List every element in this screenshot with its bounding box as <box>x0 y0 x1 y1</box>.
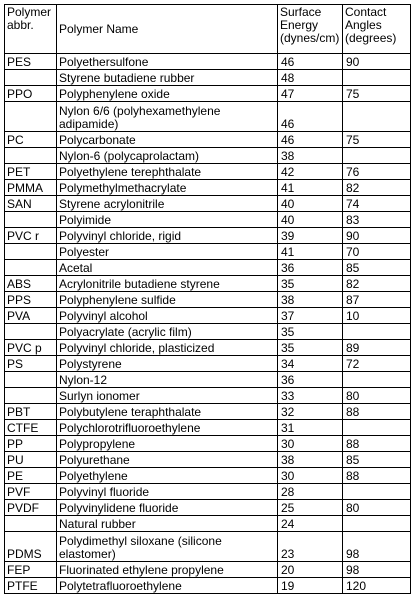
cell-polymer-name: Polybutylene teraphthalate <box>57 404 278 420</box>
cell-polymer-name: Nylon-12 <box>57 372 278 388</box>
table-row <box>5 340 411 356</box>
cell-surface-energy: 33 <box>278 388 343 404</box>
cell-contact-angle <box>343 70 411 86</box>
cell-contact-angle: 87 <box>343 292 411 308</box>
table-row <box>5 356 411 372</box>
cell-contact-angle: 85 <box>343 260 411 276</box>
cell-surface-energy: 41 <box>278 244 343 260</box>
cell-polymer-name: Acetal <box>57 260 278 276</box>
cell-surface-energy: 24 <box>278 516 343 532</box>
table-row <box>5 276 411 292</box>
cell-surface-energy: 40 <box>278 212 343 228</box>
table-row <box>5 516 411 532</box>
cell-polymer-name: Polyethersulfone <box>57 54 278 70</box>
table-row <box>5 70 411 86</box>
cell-contact-angle: 75 <box>343 132 411 148</box>
cell-polymer-name: Polyester <box>57 244 278 260</box>
cell-polymer-name: Polymethylmethacrylate <box>57 180 278 196</box>
cell-polymer-abbr: PPS <box>5 292 57 308</box>
cell-contact-angle: 90 <box>343 228 411 244</box>
table-row <box>5 420 411 436</box>
cell-polymer-abbr: PBT <box>5 404 57 420</box>
table-row <box>5 260 411 276</box>
table-row <box>5 324 411 340</box>
cell-contact-angle: 80 <box>343 388 411 404</box>
cell-polymer-abbr: PMMA <box>5 180 57 196</box>
cell-contact-angle: 88 <box>343 468 411 484</box>
cell-polymer-name: Polytetrafluoroethylene <box>57 578 278 594</box>
cell-polymer-abbr: SAN <box>5 196 57 212</box>
cell-polymer-abbr: PTFE <box>5 578 57 594</box>
cell-polymer-name: Polychlorotrifluoroethylene <box>57 420 278 436</box>
header-surface-energy: Surface Energy (dynes/cm) <box>278 5 343 54</box>
cell-surface-energy: 25 <box>278 500 343 516</box>
table-row <box>5 228 411 244</box>
cell-polymer-abbr <box>5 102 57 132</box>
cell-polymer-abbr: ABS <box>5 276 57 292</box>
table-row <box>5 452 411 468</box>
cell-contact-angle: 90 <box>343 54 411 70</box>
cell-surface-energy: 35 <box>278 340 343 356</box>
cell-polymer-abbr: PC <box>5 132 57 148</box>
header-contact-angles: Contact Angles (degrees) <box>343 5 411 54</box>
table-row <box>5 388 411 404</box>
table-row <box>5 148 411 164</box>
cell-surface-energy: 37 <box>278 308 343 324</box>
cell-contact-angle: 80 <box>343 500 411 516</box>
table-row <box>5 292 411 308</box>
cell-surface-energy: 35 <box>278 324 343 340</box>
table-row <box>5 468 411 484</box>
cell-polymer-name: Polyphenylene oxide <box>57 86 278 102</box>
cell-surface-energy: 39 <box>278 228 343 244</box>
cell-contact-angle: 82 <box>343 180 411 196</box>
cell-contact-angle <box>343 324 411 340</box>
table-row <box>5 436 411 452</box>
polymer-table-container <box>4 4 410 594</box>
cell-contact-angle: 76 <box>343 164 411 180</box>
table-row <box>5 102 411 132</box>
cell-polymer-name: Polyimide <box>57 212 278 228</box>
cell-polymer-name: Polyethylene <box>57 468 278 484</box>
table-row <box>5 532 411 562</box>
table-row <box>5 86 411 102</box>
cell-polymer-abbr: PET <box>5 164 57 180</box>
cell-contact-angle <box>343 102 411 132</box>
cell-polymer-abbr: PP <box>5 436 57 452</box>
cell-polymer-name: Polystyrene <box>57 356 278 372</box>
cell-surface-energy: 31 <box>278 420 343 436</box>
table-row <box>5 212 411 228</box>
cell-contact-angle: 82 <box>343 276 411 292</box>
cell-surface-energy: 34 <box>278 356 343 372</box>
cell-surface-energy: 40 <box>278 196 343 212</box>
cell-contact-angle <box>343 148 411 164</box>
cell-surface-energy: 35 <box>278 276 343 292</box>
cell-contact-angle: 98 <box>343 562 411 578</box>
polymer-surface-energy-table <box>4 4 411 594</box>
cell-polymer-name: Surlyn ionomer <box>57 388 278 404</box>
cell-contact-angle: 120 <box>343 578 411 594</box>
cell-contact-angle: 85 <box>343 452 411 468</box>
cell-polymer-abbr: PVDF <box>5 500 57 516</box>
header-polymer-name: Polymer Name <box>57 5 278 54</box>
cell-surface-energy: 28 <box>278 484 343 500</box>
cell-polymer-name: Polyvinyl alcohol <box>57 308 278 324</box>
table-row <box>5 54 411 70</box>
cell-polymer-name: Polyphenylene sulfide <box>57 292 278 308</box>
cell-surface-energy: 30 <box>278 436 343 452</box>
cell-surface-energy: 20 <box>278 562 343 578</box>
table-row <box>5 484 411 500</box>
table-row <box>5 244 411 260</box>
cell-surface-energy: 41 <box>278 180 343 196</box>
cell-polymer-abbr: CTFE <box>5 420 57 436</box>
cell-polymer-abbr <box>5 388 57 404</box>
cell-surface-energy: 46 <box>278 102 343 132</box>
cell-polymer-abbr: FEP <box>5 562 57 578</box>
cell-polymer-abbr <box>5 324 57 340</box>
cell-surface-energy: 38 <box>278 148 343 164</box>
cell-polymer-name: Polyurethane <box>57 452 278 468</box>
cell-polymer-name: Polyacrylate (acrylic film) <box>57 324 278 340</box>
cell-surface-energy: 36 <box>278 260 343 276</box>
table-row <box>5 196 411 212</box>
cell-contact-angle <box>343 484 411 500</box>
cell-polymer-abbr: PVC p <box>5 340 57 356</box>
table-body <box>5 54 411 594</box>
cell-contact-angle: 88 <box>343 436 411 452</box>
cell-surface-energy: 30 <box>278 468 343 484</box>
cell-contact-angle <box>343 516 411 532</box>
cell-contact-angle <box>343 420 411 436</box>
cell-polymer-name: Polyvinyl chloride, rigid <box>57 228 278 244</box>
cell-surface-energy: 46 <box>278 54 343 70</box>
cell-surface-energy: 32 <box>278 404 343 420</box>
cell-polymer-abbr: PVF <box>5 484 57 500</box>
table-header <box>5 5 411 54</box>
cell-polymer-name: Natural rubber <box>57 516 278 532</box>
cell-surface-energy: 23 <box>278 532 343 562</box>
table-row <box>5 180 411 196</box>
cell-polymer-abbr: PES <box>5 54 57 70</box>
cell-contact-angle: 83 <box>343 212 411 228</box>
cell-contact-angle <box>343 372 411 388</box>
cell-surface-energy: 38 <box>278 452 343 468</box>
table-row <box>5 132 411 148</box>
cell-polymer-abbr: PDMS <box>5 532 57 562</box>
cell-contact-angle: 75 <box>343 86 411 102</box>
cell-polymer-abbr <box>5 148 57 164</box>
table-row <box>5 372 411 388</box>
cell-contact-angle: 70 <box>343 244 411 260</box>
table-row <box>5 308 411 324</box>
table-row <box>5 500 411 516</box>
cell-polymer-abbr <box>5 70 57 86</box>
cell-surface-energy: 46 <box>278 132 343 148</box>
cell-polymer-name: Styrene butadiene rubber <box>57 70 278 86</box>
cell-polymer-abbr <box>5 372 57 388</box>
cell-polymer-abbr: PVC r <box>5 228 57 244</box>
cell-polymer-name: Polyvinylidene fluoride <box>57 500 278 516</box>
cell-surface-energy: 19 <box>278 578 343 594</box>
cell-polymer-abbr: PE <box>5 468 57 484</box>
cell-contact-angle: 88 <box>343 404 411 420</box>
table-row <box>5 404 411 420</box>
cell-polymer-name: Polycarbonate <box>57 132 278 148</box>
cell-polymer-name: Acrylonitrile butadiene styrene <box>57 276 278 292</box>
cell-polymer-name: Polyvinyl fluoride <box>57 484 278 500</box>
cell-polymer-name: Polyethylene terephthalate <box>57 164 278 180</box>
cell-polymer-name: Polypropylene <box>57 436 278 452</box>
cell-polymer-abbr: PU <box>5 452 57 468</box>
cell-surface-energy: 38 <box>278 292 343 308</box>
cell-polymer-abbr <box>5 212 57 228</box>
cell-polymer-name: Fluorinated ethylene propylene <box>57 562 278 578</box>
cell-polymer-abbr: PS <box>5 356 57 372</box>
cell-surface-energy: 48 <box>278 70 343 86</box>
cell-polymer-name: Nylon 6/6 (polyhexamethylene adipamide) <box>57 102 278 132</box>
cell-polymer-abbr <box>5 244 57 260</box>
cell-contact-angle: 98 <box>343 532 411 562</box>
header-row <box>5 5 411 54</box>
cell-contact-angle: 10 <box>343 308 411 324</box>
cell-contact-angle: 74 <box>343 196 411 212</box>
cell-polymer-name: Polyvinyl chloride, plasticized <box>57 340 278 356</box>
cell-polymer-abbr <box>5 516 57 532</box>
cell-contact-angle: 72 <box>343 356 411 372</box>
cell-polymer-abbr: PPO <box>5 86 57 102</box>
cell-contact-angle: 89 <box>343 340 411 356</box>
cell-polymer-name: Nylon-6 (polycaprolactam) <box>57 148 278 164</box>
cell-polymer-abbr: PVA <box>5 308 57 324</box>
cell-polymer-abbr <box>5 260 57 276</box>
cell-polymer-name: Polydimethyl siloxane (silicone elastomer) <box>57 532 278 562</box>
cell-polymer-name: Styrene acrylonitrile <box>57 196 278 212</box>
header-polymer-abbr: Polymer abbr. <box>5 5 57 54</box>
table-row <box>5 562 411 578</box>
cell-surface-energy: 47 <box>278 86 343 102</box>
table-row <box>5 164 411 180</box>
cell-surface-energy: 36 <box>278 372 343 388</box>
cell-surface-energy: 42 <box>278 164 343 180</box>
